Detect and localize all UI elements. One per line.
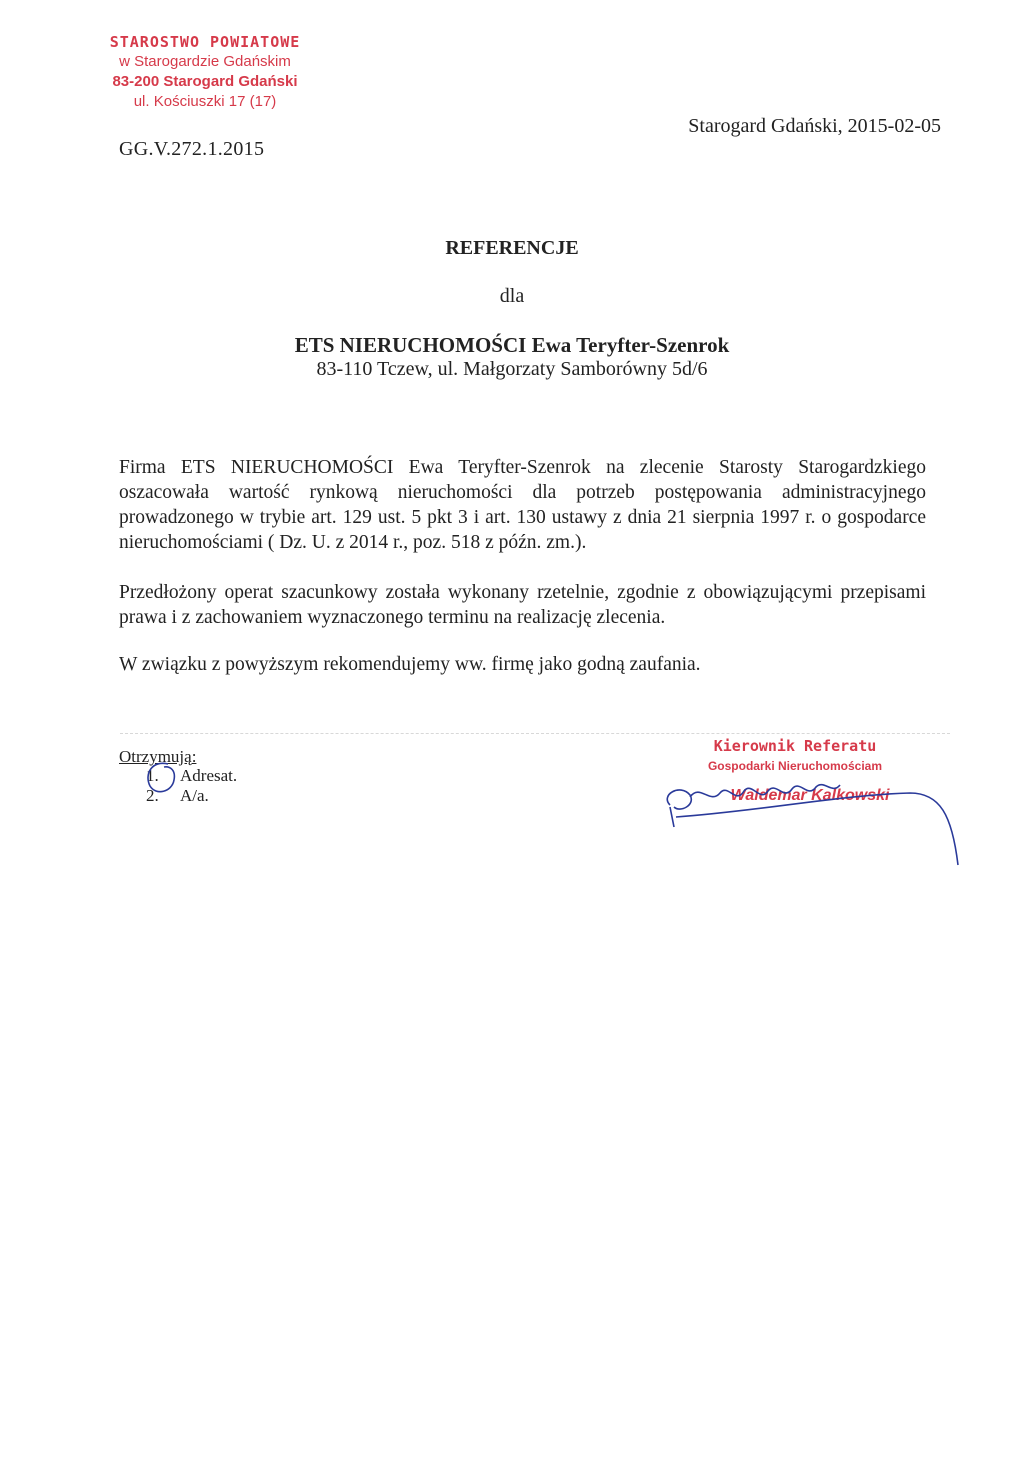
recipients-label: Otrzymują: (119, 747, 197, 766)
company-address: 83-110 Tczew, ul. Małgorzaty Samborówny 5d/6 (316, 358, 708, 380)
recipient-name: Adresat. (180, 766, 238, 785)
company-name: ETS NIERUCHOMOŚCI Ewa Teryfter-Szenrok (294, 333, 730, 357)
office-stamp-line2: w Starogardzie Gdańskim (119, 53, 291, 70)
office-stamp-line3: 83-200 Starogard Gdański (112, 73, 298, 90)
body-paragraph-1: Firma ETS NIERUCHOMOŚCI Ewa Teryfter-Szenrok na zlecenie Starosty Starogardzkiego oszacowała wartość rynkową nieruchomości dla potrzeb postępowania administracyjnego prowadzonego w trybie art. 129 ust. 5 pkt 3 i art. 130 ustawy z dnia 21 sierpnia 1997 r. o gospodarce nieruchomościami ( Dz. U. z 2014 r., poz. 518 z późn. zm.). (119, 457, 926, 553)
document-title: REFERENCJE (445, 237, 579, 259)
recipient-number: 2. (146, 786, 159, 805)
recipient-number: 1. (146, 766, 159, 785)
handwritten-signature-icon (640, 765, 970, 875)
place-date: Starogard Gdański, 2015-02-05 (688, 115, 941, 137)
body-paragraph-3: W związku z powyższym rekomendujemy ww. firmę jako godną zaufania. (119, 654, 701, 675)
office-stamp (80, 32, 330, 112)
signature-stamp-name: Waldemar Kalkowski (730, 787, 890, 804)
recipient-name: A/a. (180, 786, 209, 805)
office-stamp-line1: STAROSTWO POWIATOWE (109, 33, 301, 51)
body-paragraph-2: Przedłożony operat szacunkowy została wykonany rzetelnie, zgodnie z obowiązującymi przepisami prawa i z zachowaniem wyznaczonego terminu na realizację zlecenia. (119, 582, 926, 628)
for-word: dla (499, 285, 525, 307)
reference-number: GG.V.272.1.2015 (119, 138, 265, 160)
signature-stamp-department: Gospodarki Nieruchomościam (707, 759, 883, 773)
signature-stamp-title: Kierownik Referatu (713, 737, 877, 755)
fold-line (120, 733, 950, 734)
handwritten-circle-icon (138, 758, 182, 798)
office-stamp-line4: ul. Kościuszki 17 (17) (133, 93, 277, 110)
